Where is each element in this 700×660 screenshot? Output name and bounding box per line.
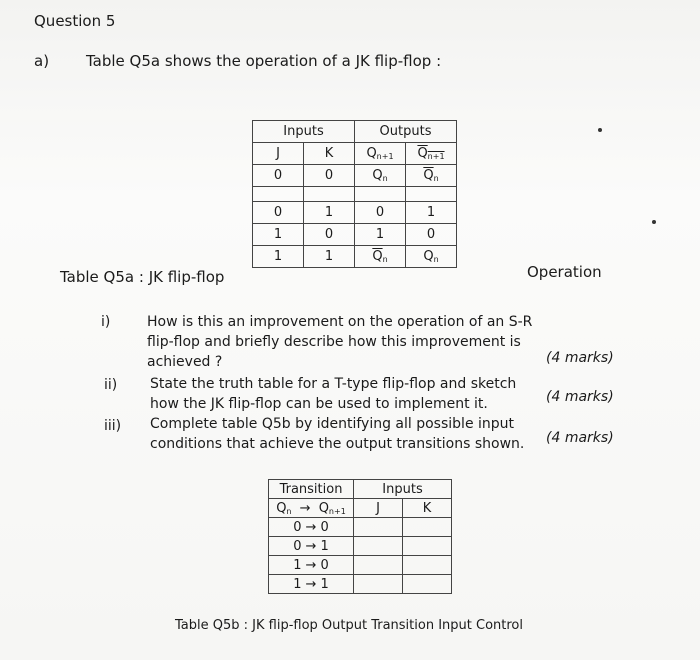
table-row xyxy=(269,518,452,537)
col-j-header: J xyxy=(354,499,403,518)
question-iii-text: Complete table Q5b by identifying all possible input conditions that achieve the output transitions shown. xyxy=(150,416,525,452)
table-row xyxy=(253,202,457,224)
arrow-icon: → xyxy=(305,557,317,573)
cell-k: 1 xyxy=(304,246,355,268)
cell-qbar-next: 1 xyxy=(406,202,457,224)
col-qbar-header: $\overline{Q}_{n+1}$ xyxy=(406,143,457,165)
part-a-text: Table Q5a shows the operation of a JK flip-flop : xyxy=(86,52,442,70)
cell-k: 0 xyxy=(304,224,355,246)
cell-qbar-next: $\overline{Q}_n$ xyxy=(406,165,457,187)
part-a-label: a) xyxy=(34,52,50,70)
table-q5a xyxy=(252,120,457,268)
outputs-group-header: Outputs xyxy=(355,121,457,143)
question-iii-marks: (4 marks) xyxy=(546,430,614,446)
cell-qbar-next: 0 xyxy=(406,224,457,246)
arrow-icon: → xyxy=(305,576,317,592)
table-q5b xyxy=(268,479,452,594)
transition-subheader: $Q_n \to Q_{n+1}$ xyxy=(269,499,354,518)
arrow-icon: → xyxy=(299,500,311,516)
col-k-header: K xyxy=(403,499,452,518)
cell-k: 0 xyxy=(304,165,355,187)
cell-j: 1 xyxy=(253,224,304,246)
cell-k-blank xyxy=(403,575,452,594)
cell-j-blank xyxy=(354,575,403,594)
cell-k-blank xyxy=(403,556,452,575)
cell-j: 0 xyxy=(253,202,304,224)
cell-qbar-next: $Q_n$ xyxy=(406,246,457,268)
cell-k-blank xyxy=(403,537,452,556)
cell-transition: 1 → 1 xyxy=(269,575,354,594)
question-ii-number: ii) xyxy=(104,377,118,393)
cell-transition: 1 → 0 xyxy=(269,556,354,575)
question-i-number: i) xyxy=(101,314,111,330)
cell-q-next: $Q_n$ xyxy=(355,165,406,187)
question-ii-marks: (4 marks) xyxy=(546,389,614,405)
cell-j-blank xyxy=(354,518,403,537)
cell-transition: 0 → 1 xyxy=(269,537,354,556)
table-row xyxy=(269,575,452,594)
col-k-header: K xyxy=(304,143,355,165)
cell-k: 1 xyxy=(304,202,355,224)
spacer-row xyxy=(253,187,457,202)
table-row xyxy=(269,556,452,575)
inputs-header: Inputs xyxy=(354,480,452,499)
arrow-icon: → xyxy=(305,538,317,554)
table-q5b-caption: Table Q5b : JK flip-flop Output Transition Input Control xyxy=(175,618,523,633)
col-q-header: $Q_{n+1}$ xyxy=(355,143,406,165)
speck-mark xyxy=(598,128,602,132)
cell-j-blank xyxy=(354,556,403,575)
cell-j: 0 xyxy=(253,165,304,187)
table-row xyxy=(253,165,457,187)
table-row xyxy=(253,224,457,246)
cell-q-next: 1 xyxy=(355,224,406,246)
table-row xyxy=(269,537,452,556)
question-iii-number: iii) xyxy=(104,418,122,434)
cell-j: 1 xyxy=(253,246,304,268)
question-ii-text: State the truth table for a T-type flip-flop and sketch how the JK flip-flop can be used to implement it. xyxy=(150,376,517,412)
cell-k-blank xyxy=(403,518,452,537)
cell-q-next: $\overline{Q}_n$ xyxy=(355,246,406,268)
question-i-marks: (4 marks) xyxy=(546,350,614,366)
table-q5a-caption: Table Q5a : JK flip-flop xyxy=(60,268,225,286)
operation-label: Operation xyxy=(527,263,602,281)
cell-q-next: 0 xyxy=(355,202,406,224)
question-heading: Question 5 xyxy=(34,12,116,30)
speck-mark xyxy=(652,220,656,224)
inputs-group-header: Inputs xyxy=(253,121,355,143)
cell-j-blank xyxy=(354,537,403,556)
table-row xyxy=(253,246,457,268)
transition-header: Transition xyxy=(269,480,354,499)
cell-transition: 0 → 0 xyxy=(269,518,354,537)
col-j-header: J xyxy=(253,143,304,165)
arrow-icon: → xyxy=(305,519,317,535)
question-i-text: How is this an improvement on the operation of an S-R flip-flop and briefly describe how this improvement is achieved ? xyxy=(147,314,533,370)
